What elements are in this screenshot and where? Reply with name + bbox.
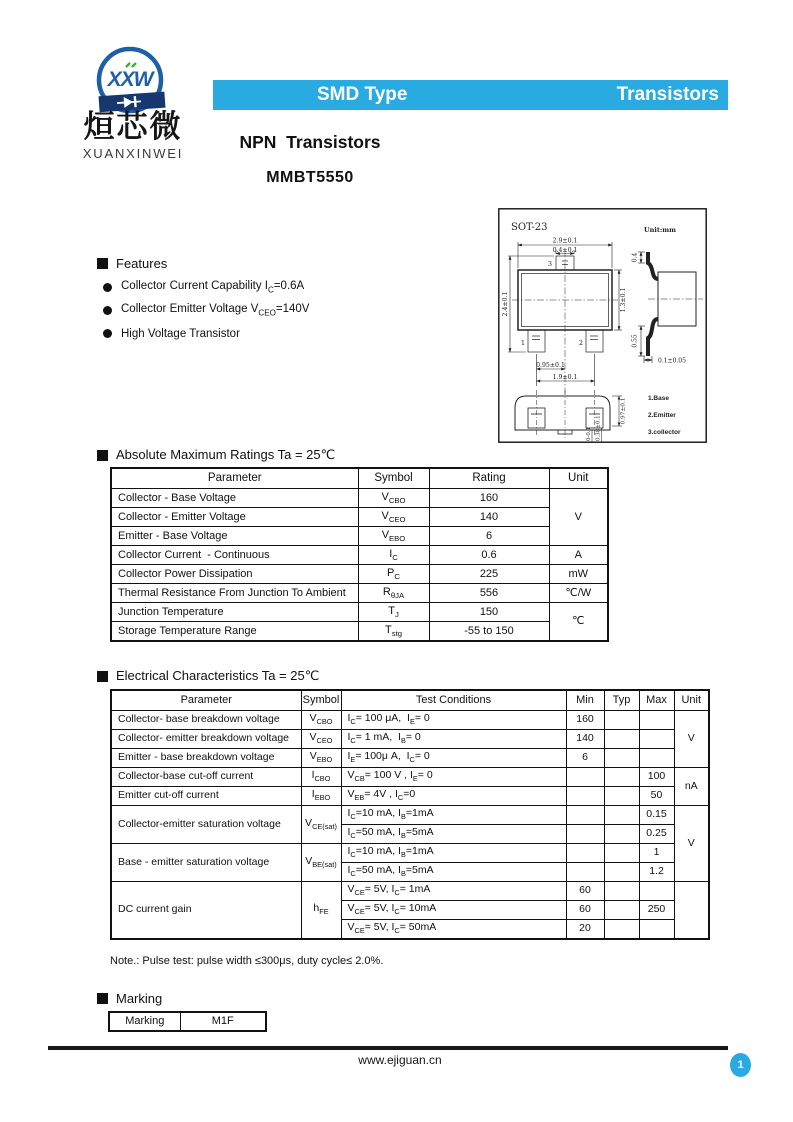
electrical-characteristics-table (110, 689, 710, 940)
package-name: SOT-23 (511, 222, 548, 233)
symbol-cell: $h_{FE}$ (301, 882, 341, 940)
parameter-cell: Junction Temperature (111, 603, 358, 622)
dim-pin-pitch: 0.95±0.1 (536, 361, 565, 369)
logo-english-name: XUANXINWEI (82, 146, 184, 161)
unit-cell: V (674, 806, 709, 882)
conditions-cell: $V_{CE}= 5V$, $I_C= 50mA$ (341, 920, 566, 940)
typ-cell (604, 863, 639, 882)
dim-overall-height: 2.4±0.1 (502, 291, 509, 317)
bottom-view-drawing (515, 390, 622, 442)
typ-cell (604, 882, 639, 901)
table-row (111, 527, 608, 546)
feature-text: Collector Emitter Voltage $V_{CEO}=140V$ (121, 303, 310, 318)
column-header: Symbol (358, 468, 429, 489)
feature-item (103, 276, 309, 299)
table-row (111, 711, 709, 730)
dim-pad-width: 0.38±0.1 (595, 415, 602, 441)
dim-standoff: 0-0.1 (586, 426, 592, 441)
parameter-cell: Collector Power Dissipation (111, 565, 358, 584)
table-row (111, 565, 608, 584)
dim-lead-thickness: 0.1±0.05 (658, 357, 686, 365)
rating-cell: 556 (429, 584, 549, 603)
column-header: Min (566, 690, 604, 711)
symbol-cell: $V_{CBO}$ (358, 489, 429, 508)
max-cell: 1 (639, 844, 674, 863)
min-cell: 60 (566, 901, 604, 920)
dim-body-height: 1.3±0.1 (620, 287, 627, 313)
rating-cell: 6 (429, 527, 549, 546)
symbol-cell: $R_{\theta JA}$ (358, 584, 429, 603)
marking-table (108, 1011, 267, 1032)
dim-lead-bottom: 0.55 (631, 334, 639, 348)
symbol-cell: $I_{CBO}$ (301, 768, 341, 787)
features-list (103, 276, 309, 345)
pin-legend-collector: 3.collector (648, 429, 681, 436)
document-title: NPN Transistors (239, 132, 381, 152)
category-right-label: Transistors (616, 84, 719, 105)
feature-text: Collector Current Capability $I_C=0.6A$ (121, 280, 305, 295)
symbol-cell: $V_{BE(sat)}$ (301, 844, 341, 882)
symbol-cell: $V_{EBO}$ (301, 749, 341, 768)
column-header: Parameter (111, 468, 358, 489)
features-section-heading (97, 256, 167, 271)
table-row (111, 489, 608, 508)
min-cell (566, 863, 604, 882)
column-header: Test Conditions (341, 690, 566, 711)
typ-cell (604, 768, 639, 787)
max-cell (639, 882, 674, 901)
max-cell: 1.2 (639, 863, 674, 882)
unit-cell: V (549, 489, 608, 546)
conditions-cell: $V_{EB}= 4V$ , $I_C=0$ (341, 787, 566, 806)
parameter-cell: Collector - Base Voltage (111, 489, 358, 508)
parameter-cell: Thermal Resistance From Junction To Ambient (111, 584, 358, 603)
symbol-cell: $V_{CEO}$ (358, 508, 429, 527)
typ-cell (604, 711, 639, 730)
conditions-cell: $V_{CE}= 5V$, $I_C= 10mA$ (341, 901, 566, 920)
min-cell (566, 787, 604, 806)
rating-cell: 225 (429, 565, 549, 584)
column-header: Unit (674, 690, 709, 711)
symbol-cell: $V_{CBO}$ (301, 711, 341, 730)
typ-cell (604, 825, 639, 844)
table-row (111, 730, 709, 749)
typ-cell (604, 844, 639, 863)
symbol-cell: $V_{CE(sat)}$ (301, 806, 341, 844)
parameter-cell: Collector- base breakdown voltage (111, 711, 301, 730)
min-cell (566, 825, 604, 844)
marking-section-heading (97, 991, 162, 1006)
typ-cell (604, 920, 639, 940)
min-cell: 140 (566, 730, 604, 749)
rating-cell: -55 to 150 (429, 622, 549, 642)
category-left-label: SMD Type (317, 84, 408, 105)
conditions-cell: $V_{CB}= 100$ V , $I_E= 0$ (341, 768, 566, 787)
typ-cell (604, 806, 639, 825)
column-header: Max (639, 690, 674, 711)
footer-divider (48, 1046, 728, 1050)
max-cell (639, 711, 674, 730)
table-row (111, 806, 709, 825)
feature-item (103, 322, 309, 345)
abs-max-heading-label: Absolute Maximum Ratings Ta = 25℃ (116, 447, 336, 462)
max-cell: 0.25 (639, 825, 674, 844)
top-view-drawing (512, 250, 618, 394)
rating-cell: 150 (429, 603, 549, 622)
category-bar (213, 80, 728, 110)
min-cell (566, 806, 604, 825)
unit-cell: mW (549, 565, 608, 584)
dim-lead-top: 0.4 (631, 252, 639, 263)
table-row (111, 508, 608, 527)
column-header: Typ (604, 690, 639, 711)
max-cell: 0.15 (639, 806, 674, 825)
marking-heading-label: Marking (116, 991, 163, 1006)
unit-cell: V (674, 711, 709, 768)
parameter-cell: Emitter - base breakdown voltage (111, 749, 301, 768)
symbol-cell: $T_J$ (358, 603, 429, 622)
parameter-cell: Collector-base cut-off current (111, 768, 301, 787)
table-row (111, 768, 709, 787)
rating-cell: 0.6 (429, 546, 549, 565)
package-outline-diagram (498, 208, 707, 443)
conditions-cell: $I_E= 100\mu$ A, $I_C= 0$ (341, 749, 566, 768)
marking-label-cell: Marking (109, 1012, 180, 1031)
bullet-icon (103, 329, 112, 338)
table-row (111, 546, 608, 565)
min-cell: 6 (566, 749, 604, 768)
page-number-badge: 1 (730, 1053, 751, 1077)
logo-chinese-name: 烜芯微 (83, 109, 183, 144)
part-number: MMBT5550 (266, 169, 354, 186)
column-header: Symbol (301, 690, 341, 711)
conditions-cell: $I_C=50$ mA, $I_B=5mA$ (341, 863, 566, 882)
parameter-cell: Collector- emitter breakdown voltage (111, 730, 301, 749)
parameter-cell: DC current gain (111, 882, 301, 940)
feature-item (103, 299, 309, 322)
column-header: Rating (429, 468, 549, 489)
parameter-cell: Base - emitter saturation voltage (111, 844, 301, 882)
max-cell (639, 730, 674, 749)
column-header: Parameter (111, 690, 301, 711)
min-cell: 60 (566, 882, 604, 901)
typ-cell (604, 749, 639, 768)
side-view-drawing (638, 252, 703, 363)
rating-cell: 160 (429, 489, 549, 508)
table-row (111, 882, 709, 901)
min-cell: 20 (566, 920, 604, 940)
electrical-section-heading (97, 668, 319, 684)
dim-pin-span: 1.9±0.1 (552, 373, 578, 381)
unit-note: Unit:mm (644, 226, 677, 234)
unit-cell (674, 882, 709, 940)
rating-cell: 140 (429, 508, 549, 527)
section-square-icon (97, 450, 108, 461)
table-row (111, 584, 608, 603)
parameter-cell: Storage Temperature Range (111, 622, 358, 642)
pin2-number: 2 (578, 339, 583, 347)
features-heading-label: Features (116, 256, 168, 271)
parameter-cell: Collector-emitter saturation voltage (111, 806, 301, 844)
bullet-icon (103, 306, 112, 315)
unit-cell: ℃/W (549, 584, 608, 603)
min-cell (566, 844, 604, 863)
symbol-cell: $P_C$ (358, 565, 429, 584)
max-cell (639, 920, 674, 940)
pin-legend-emitter: 2.Emitter (648, 412, 676, 419)
conditions-cell: $I_C= 100$ μA, $I_E= 0$ (341, 711, 566, 730)
table-row (111, 787, 709, 806)
typ-cell (604, 787, 639, 806)
table-row (111, 603, 608, 622)
unit-cell: nA (674, 768, 709, 806)
max-cell (639, 749, 674, 768)
parameter-cell: Emitter cut-off current (111, 787, 301, 806)
symbol-cell: $V_{EBO}$ (358, 527, 429, 546)
max-cell: 100 (639, 768, 674, 787)
conditions-cell: $V_{CE}= 5V$, $I_C= 1mA$ (341, 882, 566, 901)
parameter-cell: Collector Current - Continuous (111, 546, 358, 565)
abs-max-section-heading (97, 447, 335, 463)
conditions-cell: $I_C=10$ mA, $I_B=1mA$ (341, 806, 566, 825)
unit-cell: A (549, 546, 608, 565)
symbol-cell: $T_{stg}$ (358, 622, 429, 642)
bullet-icon (103, 283, 112, 292)
section-square-icon (97, 993, 108, 1004)
pin-legend-base: 1.Base (648, 395, 669, 402)
conditions-cell: $I_C=10$ mA, $I_B=1mA$ (341, 844, 566, 863)
logo-monogram: XXW (107, 68, 153, 91)
pin1-number: 1 (520, 339, 525, 347)
parameter-cell: Collector - Emitter Voltage (111, 508, 358, 527)
pulse-test-note: Note.: Pulse test: pulse width ≤300μs, duty cycle≤ 2.0%. (110, 955, 384, 967)
feature-text: High Voltage Transistor (121, 327, 240, 340)
marking-value-cell: M1F (180, 1012, 266, 1031)
conditions-cell: $I_C= 1$ mA, $I_B= 0$ (341, 730, 566, 749)
conditions-cell: $I_C=50$ mA, $I_B=5mA$ (341, 825, 566, 844)
section-square-icon (97, 258, 108, 269)
dim-body-width: 2.9±0.1 (552, 237, 578, 245)
min-cell (566, 768, 604, 787)
unit-cell: ℃ (549, 603, 608, 642)
min-cell: 160 (566, 711, 604, 730)
dim-tab-width: 0.4±0.1 (552, 246, 578, 254)
table-row (111, 749, 709, 768)
symbol-cell: $I_{EBO}$ (301, 787, 341, 806)
max-cell: 50 (639, 787, 674, 806)
max-cell: 250 (639, 901, 674, 920)
column-header: Unit (549, 468, 608, 489)
symbol-cell: $I_C$ (358, 546, 429, 565)
symbol-cell: $V_{CEO}$ (301, 730, 341, 749)
section-square-icon (97, 671, 108, 682)
typ-cell (604, 901, 639, 920)
electrical-heading-label: Electrical Characteristics Ta = 25℃ (116, 668, 320, 683)
parameter-cell: Emitter - Base Voltage (111, 527, 358, 546)
website-link[interactable]: www.ejiguan.cn (358, 1053, 442, 1067)
table-row (111, 844, 709, 863)
table-row (111, 622, 608, 642)
absolute-maximum-ratings-table (110, 467, 609, 642)
dim-profile-height: 0.97±0.1 (620, 397, 627, 425)
typ-cell (604, 730, 639, 749)
pin3-number: 3 (547, 260, 552, 268)
